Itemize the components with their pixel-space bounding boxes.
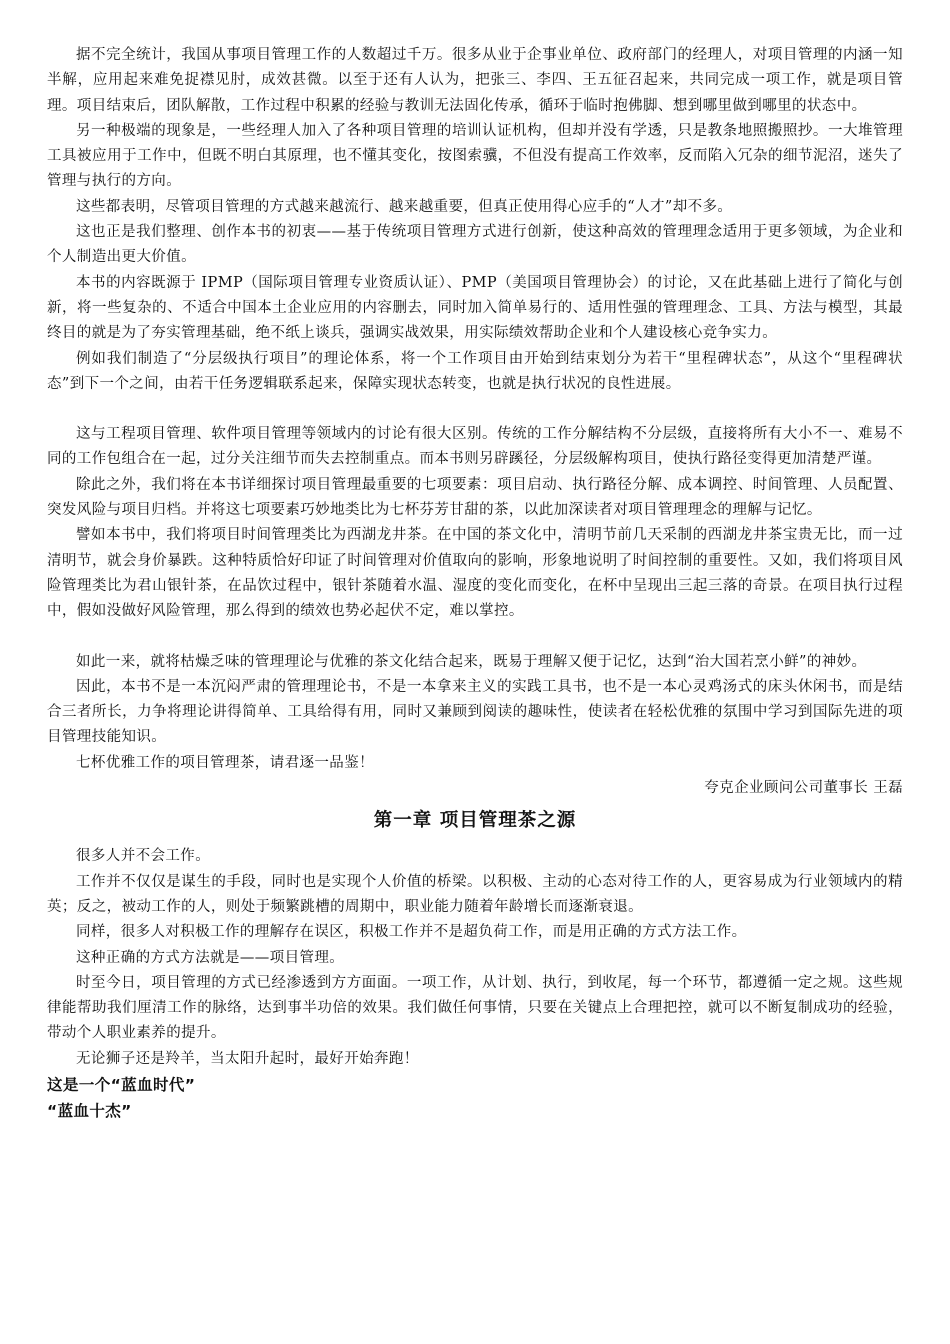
chapter-paragraph-3: 同样，很多人对积极工作的理解存在误区，积极工作并不是超负荷工作，而是用正确的方式方法工作。 [76,924,747,941]
preface-paragraph-11: 因此，本书不是一本沉闷严肃的管理理论书，不是一本拿来主义的实践工具书，也不是一本心灵鸡汤式的床头休闲书，而是结合三者所长，力争将理论讲得简单、工具给得有用，同时又兼顾到阅读的趣味性，使读者在轻松优雅的氛围中学习到国际先进的项目管理技能知识。 [47,678,903,746]
chapter-paragraph-1: 很多人并不会工作。 [76,848,211,865]
preface-paragraph-9: 譬如本书中，我们将项目时间管理类比为西湖龙井茶。在中国的茶文化中，清明节前几天采制的西湖龙井茶宝贵无比，而一过清明节，就会身价暴跌。这种特质恰好印证了时间管理对价值取向的影响，形象地说明了时间控制的重要性。又如，我们将项目风险管理类比为君山银针茶，在品饮过程中，银针茶随着水温、湿度的变化而变化，在杯中呈现出三起三落的奇景。在项目执行过程中，假如没做好风险管理，那么得到的绩效也势必起伏不定，难以掌控。 [47,527,903,620]
preface-paragraph-6: 例如我们制造了“分层级执行项目”的理论体系，将一个工作项目由开始到结束划分为若干“里程碑状态”，从这个“里程碑状态”到下一个之间，由若干任务逻辑联系起来，保障实现状态转变，也就是执行状况的良性进展。 [47,350,903,392]
chapter-paragraph-5: 时至今日，项目管理的方式已经渗透到方方面面。一项工作，从计划、执行，到收尾，每一个环节，都遵循一定之规。这些规律能帮助我们厘清工作的脉络，达到事半功倍的效果。我们做任何事情，只要在关键点上合理把控，就可以不断复制成功的经验，带动个人职业素养的提升。 [47,974,903,1042]
preface-paragraph-2: 另一种极端的现象是，一些经理人加入了各种项目管理的培训认证机构，但却并没有学透，只是教条地照搬照抄。一大堆管理工具被应用于工作中，但既不明白其原理，也不懂其变化，按图索骥，不但没有提高工作效率，反而陷入冗杂的细节泥沼，迷失了管理与执行的方向。 [47,122,903,190]
preface-paragraph-7: 这与工程项目管理、软件项目管理等领域内的讨论有很大区别。传统的工作分解结构不分层级，直接将所有大小不一、难易不同的工作包组合在一起，过分关注细节而失去控制重点。而本书则另辟蹊径，分层级解构项目，使执行路径变得更加清楚严谨。 [47,426,903,468]
preface-paragraph-5: 本书的内容既源于 IPMP（国际项目管理专业资质认证）、PMP（美国项目管理协会）的讨论，又在此基础上进行了简化与创新，将一些复杂的、不适合中国本土企业应用的内容删去，同时加入简单易行的、适用性强的管理理念、工具、方法与模型，其最终目的就是为了夯实管理基础，绝不纸上谈兵，强调实战效果，用实际绩效帮助企业和个人建设核心竞争实力。 [47,274,903,342]
chapter-paragraph-4: 这种正确的方式方法就是——项目管理。 [76,949,345,966]
preface-paragraph-1: 据不完全统计，我国从事项目管理工作的人数超过千万。很多从业于企事业单位、政府部门的经理人，对项目管理的内涵一知半解，应用起来难免捉襟见肘，成效甚微。以至于还有人认为，把张三、李四、王五征召起来，共同完成一项工作，就是项目管理。项目结束后，团队解散，工作过程中积累的经验与教训无法固化传承，循环于临时抱佛脚、想到哪里做到哪里的状态中。 [47,47,903,114]
chapter-title: 第一章 项目管理茶之源 [373,810,577,832]
subsection-heading: “蓝血十杰” [47,1101,132,1120]
preface-paragraph-8: 除此之外，我们将在本书详细探讨项目管理最重要的七项要素：项目启动、执行路径分解、成本调控、时间管理、人员配置、突发风险与项目归档。并将这七项要素巧妙地类比为七杯芬芳甘甜的茶，以此加深读者对项目管理理念的理解与记忆。 [47,476,903,519]
preface-signature: 夸克企业顾问公司董事长 王磊 [704,780,903,797]
preface-paragraph-4: 这也正是我们整理、创作本书的初衷——基于传统项目管理方式进行创新，使这种高效的管理理念适用于更多领域，为企业和个人制造出更大价值。 [47,224,903,266]
section-heading: 这是一个“蓝血时代” [47,1075,196,1094]
preface-paragraph-12: 七杯优雅工作的项目管理茶，请君逐一品鉴！ [76,754,374,771]
chapter-paragraph-6: 无论狮子还是羚羊，当太阳升起时，最好开始奔跑！ [76,1050,419,1067]
document-page [47,43,903,1124]
preface-paragraph-3: 这些都表明，尽管项目管理的方式越来越流行、越来越重要，但真正使用得心应手的“人才”却不多。 [76,198,733,215]
chapter-paragraph-2: 工作并不仅仅是谋生的手段，同时也是实现个人价值的桥梁。以积极、主动的心态对待工作的人，更容易成为行业领域内的精英；反之，被动工作的人，则处于频繁跳槽的周期中，职业能力随着年龄增长而逐渐衰退。 [47,873,903,915]
preface-paragraph-10: 如此一来，就将枯燥乏味的管理理论与优雅的茶文化结合起来，既易于理解又便于记忆，达到“治大国若烹小鲜”的神妙。 [76,653,867,670]
